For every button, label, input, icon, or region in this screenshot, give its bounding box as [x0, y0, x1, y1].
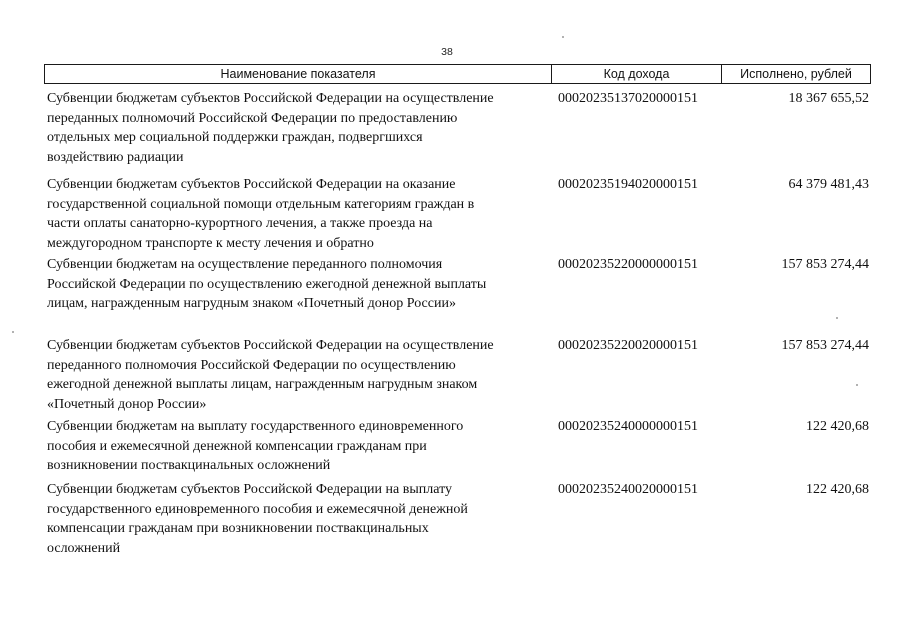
page-number: 38: [441, 46, 453, 58]
scan-speck: [856, 384, 858, 386]
row-amount: 122 420,68: [806, 482, 869, 497]
scan-speck: [836, 317, 838, 319]
row-code: 00020235240020000151: [558, 482, 698, 497]
header-name: Наименование показателя: [45, 65, 552, 83]
row-code: 00020235240000000151: [558, 419, 698, 434]
row-name: Субвенции бюджетам субъектов Российской Федерации на осуществление переданных полномочий Российской Федерации по предоставлению отдельных мер социальной поддержки граждан, подвергшихся воздействию радиации: [47, 91, 494, 165]
row-amount: 157 853 274,44: [781, 338, 869, 353]
table-header: [44, 64, 871, 84]
row-name: Субвенции бюджетам на осуществление переданного полномочия Российской Федерации по осуществлению ежегодной денежной выплаты лицам, награжденным нагрудным знаком «Почетный донор России»: [47, 257, 487, 311]
row-code: 00020235137020000151: [558, 91, 698, 106]
row-amount: 64 379 481,43: [788, 177, 869, 192]
row-code: 00020235220020000151: [558, 338, 698, 353]
scan-speck: [12, 331, 14, 333]
row-name: Субвенции бюджетам субъектов Российской Федерации на осуществление переданного полномочия Российской Федерации по осуществлению ежегодной денежной выплаты лицам, награжденным нагрудным знаком «Почетный донор России»: [47, 338, 494, 412]
row-name: Субвенции бюджетам на выплату государственного единовременного пособия и ежемесячной денежной компенсации гражданам при возникновении поствакцинальных осложнений: [47, 419, 464, 473]
row-amount: 18 367 655,52: [788, 91, 869, 106]
scan-speck: [562, 36, 564, 38]
row-code: 00020235194020000151: [558, 177, 698, 192]
row-amount: 122 420,68: [806, 419, 869, 434]
row-name: Субвенции бюджетам субъектов Российской Федерации на оказание государственной социальной помощи отдельным категориям граждан в части оплаты санаторно-курортного лечения, а также проезда на междугородном транспорте к месту лечения и обратно: [47, 177, 475, 251]
row-name: Субвенции бюджетам субъектов Российской Федерации на выплату государственного единовременного пособия и ежемесячной денежной компенсации гражданам при возникновении поствакцинальных осложнений: [47, 482, 468, 556]
row-code: 00020235220000000151: [558, 257, 698, 272]
header-amount: Исполнено, рублей: [740, 67, 852, 81]
row-amount: 157 853 274,44: [781, 257, 869, 272]
header-code: Код дохода: [552, 65, 722, 83]
